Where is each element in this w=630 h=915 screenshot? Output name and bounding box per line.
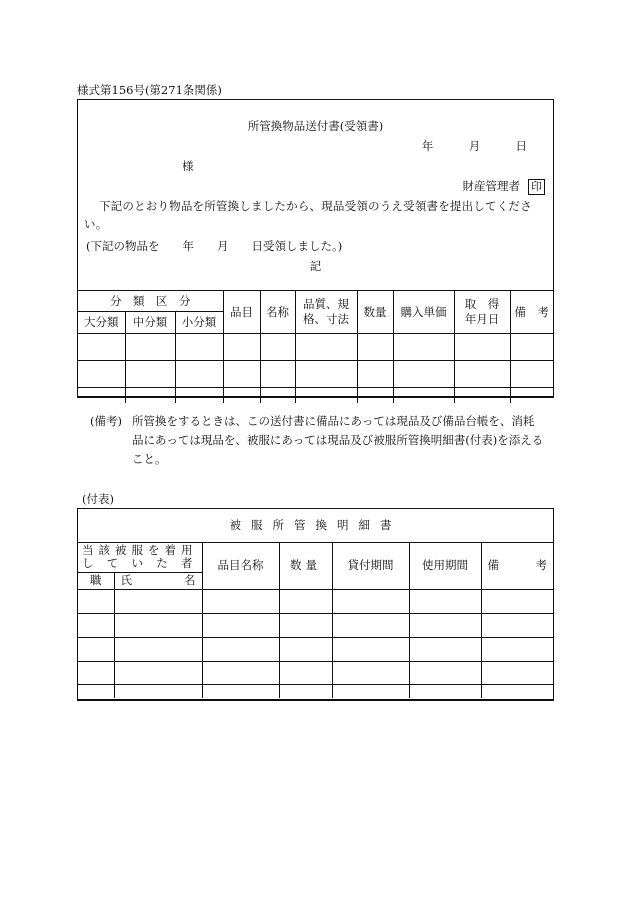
appendix-label: (付表) <box>82 492 114 506</box>
biko-header: 備 考 <box>510 291 553 334</box>
hinshitsu-header: 品質、規格、寸法 <box>295 291 357 334</box>
shiyo-header: 使用期間 <box>409 542 481 589</box>
shimei-header: 氏 名 <box>114 572 202 589</box>
form-title: 所管換物品送付書(受領書) <box>247 119 384 133</box>
shoku-header: 職 <box>78 572 114 589</box>
clothing-table <box>78 509 553 698</box>
date-line <box>422 138 527 154</box>
manager-label: 財産管理者 <box>462 179 520 193</box>
bunrui-header: 分 類 区 分 <box>78 291 223 312</box>
year-label: 年 <box>421 139 434 153</box>
sho-header: 小分類 <box>175 312 223 334</box>
kashitsuke-header: 貸付期間 <box>332 542 409 589</box>
remarks-line-2: 品にあっては現品を、被服にあっては現品及び被服所管換明細書(付表)を添える <box>132 433 544 447</box>
suryo-header-2: 数量 <box>279 542 332 589</box>
hinmoku-meisho-header: 品目名称 <box>202 542 279 589</box>
meisho-header: 名称 <box>260 291 295 334</box>
received-line: (下記の物品を 年 月 日受領しました。) <box>86 239 343 253</box>
addressee-label: 様 <box>182 159 194 173</box>
table-row <box>78 388 553 403</box>
hinmoku-header: 品目 <box>223 291 260 334</box>
manager-line <box>463 178 546 195</box>
dai-header: 大分類 <box>78 312 125 334</box>
shutoku-header: 取 得 年月日 <box>454 291 510 334</box>
day-label: 日 <box>515 139 527 153</box>
table-row <box>78 661 553 684</box>
konyu-header: 購入単価 <box>393 291 454 334</box>
remarks-line-1: 所管換をするときは、この送付書に備品にあっては現品及び備品台帳を、消耗 <box>132 414 535 428</box>
suryo-header: 数量 <box>357 291 393 334</box>
table-row <box>78 684 553 698</box>
table-row <box>78 361 553 388</box>
clothing-detail-box <box>77 508 554 701</box>
clothing-table-title: 被服所管換明細書 <box>78 509 553 542</box>
wearer-header: 当該被服を着用していた者 <box>78 542 202 572</box>
month-label: 月 <box>468 139 481 153</box>
ki-label: 記 <box>309 259 322 273</box>
body-text: 下記のとおり物品を所管換しましたから、現品受領のうえ受領書を提出してください。 <box>84 199 532 231</box>
seal-mark: 印 <box>528 179 545 195</box>
remarks-line-3: こと。 <box>132 452 167 466</box>
biko-header-2: 備 考 <box>481 542 553 589</box>
table-row <box>78 637 553 661</box>
transfer-form-box <box>77 99 554 398</box>
chu-header: 中分類 <box>125 312 175 334</box>
items-table <box>78 290 553 403</box>
form-number-label: 様式第156号(第271条関係) <box>77 83 222 97</box>
remarks-head: (備考) <box>90 414 122 428</box>
table-row <box>78 334 553 361</box>
table-row <box>78 613 553 637</box>
table-row <box>78 589 553 613</box>
